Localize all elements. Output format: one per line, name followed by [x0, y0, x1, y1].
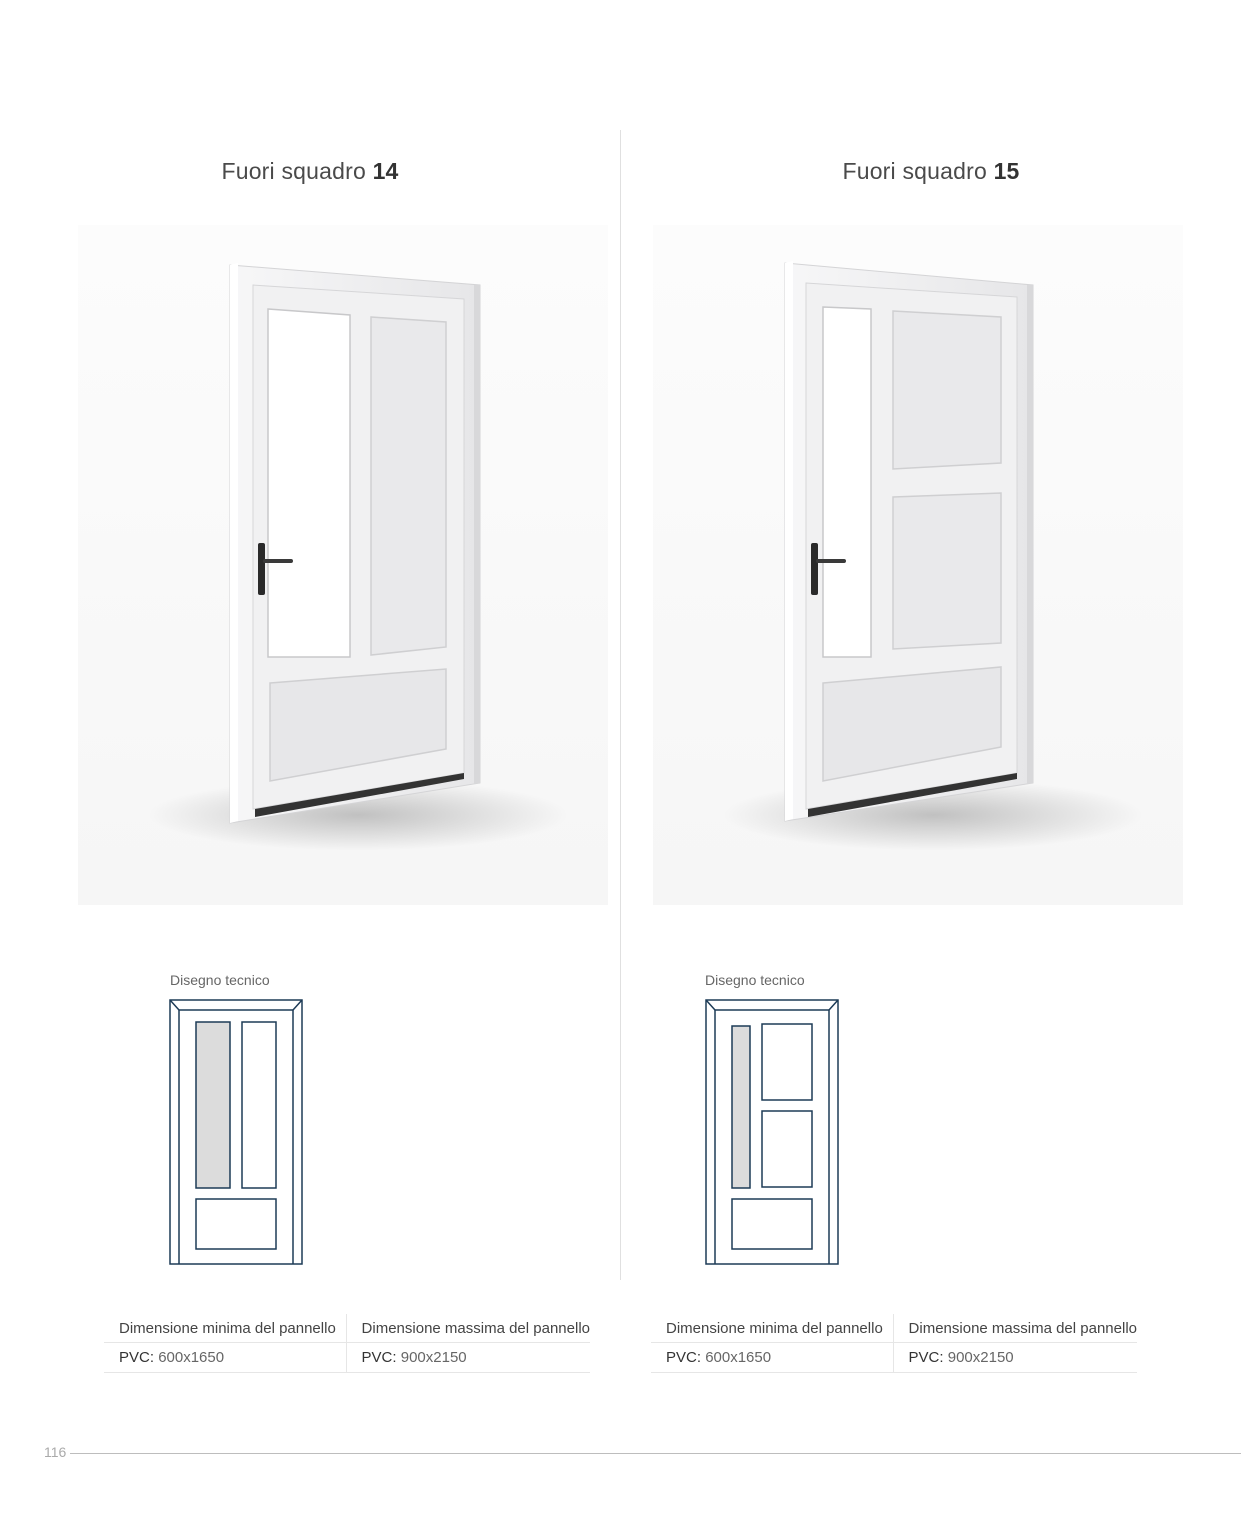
- technical-drawing-label: Disegno tecnico: [705, 972, 805, 988]
- dimension-number: 900x2150: [947, 1349, 1014, 1366]
- page-number: 116: [44, 1444, 67, 1460]
- product-card-15: [621, 0, 1241, 1420]
- min-dimension-header: Dimensione minima del pannello: [104, 1314, 346, 1343]
- door-technical-drawing-icon: [704, 996, 840, 1268]
- material-label: PVC:: [666, 1349, 702, 1366]
- technical-drawing-14: [168, 996, 304, 1268]
- max-dimension-value: [893, 1343, 1137, 1373]
- dimension-number: 600x1650: [158, 1349, 225, 1366]
- dimension-number: 900x2150: [400, 1349, 467, 1366]
- product-card-14: [0, 0, 620, 1420]
- product-title: [621, 158, 1241, 185]
- product-title-number: 14: [372, 158, 399, 184]
- product-title-text: Fuori squadro: [221, 158, 366, 184]
- max-dimension-header: Dimensione massima del pannello: [893, 1314, 1137, 1343]
- panel-dimensions-table: [104, 1314, 590, 1373]
- min-dimension-value: [104, 1343, 346, 1373]
- door-photo-icon: [653, 225, 1183, 905]
- technical-drawing-label: Disegno tecnico: [170, 972, 270, 988]
- door-photo-icon: [78, 225, 608, 905]
- max-dimension-header: Dimensione massima del pannello: [346, 1314, 590, 1343]
- min-dimension-value: [651, 1343, 893, 1373]
- footer-divider: [70, 1453, 1241, 1454]
- product-title: [0, 158, 620, 185]
- max-dimension-value: [346, 1343, 590, 1373]
- technical-drawing-15: [704, 996, 840, 1268]
- panel-dimensions-table: [651, 1314, 1137, 1373]
- material-label: PVC:: [361, 1349, 397, 1366]
- door-photo-15: [653, 225, 1183, 905]
- product-title-text: Fuori squadro: [842, 158, 987, 184]
- product-title-number: 15: [993, 158, 1020, 184]
- material-label: PVC:: [908, 1349, 944, 1366]
- material-label: PVC:: [119, 1349, 155, 1366]
- door-technical-drawing-icon: [168, 996, 304, 1268]
- dimension-number: 600x1650: [705, 1349, 772, 1366]
- door-photo-14: [78, 225, 608, 905]
- min-dimension-header: Dimensione minima del pannello: [651, 1314, 893, 1343]
